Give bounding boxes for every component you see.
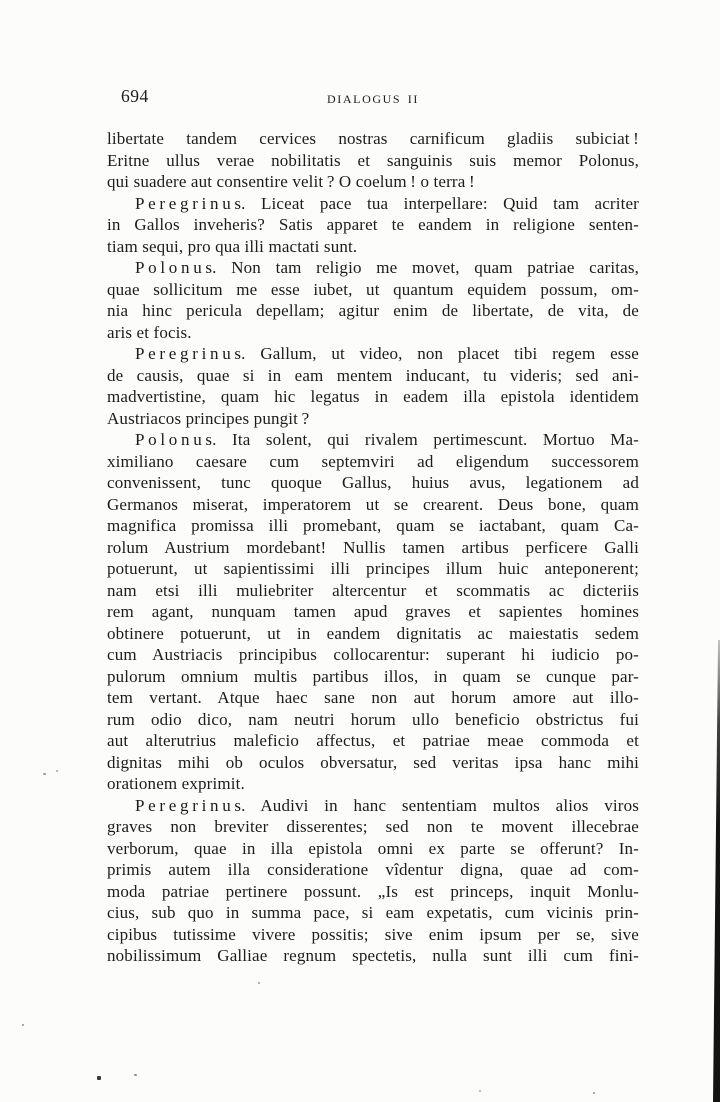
scan-speck-artifact	[22, 1024, 24, 1026]
paragraph	[107, 193, 639, 258]
paragraph	[107, 343, 639, 429]
text-line: rem agant, nunquam tamen apud graves et sapientes homines	[107, 602, 639, 621]
scan-speck-artifact	[43, 773, 46, 775]
text-line: aris et focis.	[107, 322, 192, 342]
scan-speck-artifact	[593, 1092, 595, 1094]
text-line: cum Austriacis principibus collocarentur: superant hi iudicio po-	[107, 645, 639, 664]
text-line: in Gallos inveheris? Satis apparet te eandem in religione senten-	[107, 215, 639, 234]
text-line: P e r e g r i n u s. Liceat pace tua interpellare: Quid tam acriter	[135, 193, 639, 213]
scan-speck-artifact	[56, 770, 58, 772]
text-line: convenissent, tunc quoque Gallus, huius avus, legationem ad	[107, 473, 639, 492]
text-line: quae sollicitum me esse iubet, ut quantum equidem possum, om-	[107, 279, 639, 299]
text-line: libertate tandem cervices nostras carnificum gladiis subiciat !	[107, 129, 639, 148]
text-line: madvertistine, quam hic legatus in eadem illa epistola identidem	[107, 387, 639, 406]
paragraph	[107, 128, 639, 193]
text-line: magnifica promissa illi promebant, quam se iactabant, quam Ca-	[107, 516, 639, 535]
text-line: dignitas mihi ob oculos obversatur, sed veritas ipsa hanc mihi	[107, 752, 639, 772]
scan-speck-artifact	[97, 1076, 101, 1080]
paragraph	[107, 795, 639, 967]
scan-speck-artifact	[479, 1090, 481, 1092]
text-line: verborum, quae in illa epistola omni ex parte se offerunt? In-	[107, 838, 639, 858]
text-line: Eritne ullus verae nobilitatis et sanguinis suis memor Polonus,	[107, 150, 639, 170]
text-line: moda patriae pertinere possunt. „Is est princeps, inquit Monlu-	[107, 881, 639, 901]
text-line: primis autem illa consideratione vîdentur digna, quae ad com-	[107, 860, 639, 879]
text-line: P e r e g r i n u s. Gallum, ut video, non placet tibi regem esse	[135, 344, 639, 363]
running-header-title: DIALOGUS II	[327, 92, 419, 106]
page-number: 694	[121, 86, 149, 106]
scan-edge-artifact	[713, 640, 720, 1102]
text-line: Austriacos principes pungit ?	[107, 408, 310, 428]
text-line: tem vertant. Atque haec sane non aut horum amore aut illo-	[107, 688, 639, 707]
body-text	[107, 128, 639, 967]
text-line: Germanos miserat, imperatorem ut se crearent. Deus bone, quam	[107, 494, 639, 514]
text-line: nia hinc pericula depellam; agitur enim de libertate, de vita, de	[107, 301, 639, 320]
text-line: nam etsi illi muliebriter altercentur et scommatis ac dicteriis	[107, 580, 639, 600]
text-line: aut alterutrius maleficio affectus, et patriae meae commoda et	[107, 731, 639, 750]
scan-speck-artifact	[134, 1074, 137, 1076]
text-line: cius, sub quo in summa pace, si eam expetatis, cum vicinis prin-	[107, 903, 639, 922]
text-line: obtinere potuerunt, ut in eandem dignitatis ac maiestatis sedem	[107, 623, 639, 643]
text-line: nobilissimum Galliae regnum spectetis, nulla sunt illi cum fini-	[107, 946, 639, 965]
text-line: qui suadere aut consentire velit ? O coelum ! o terra !	[107, 172, 475, 191]
paragraph	[107, 257, 639, 343]
text-line: potuerunt, ut sapientissimi illi principes illum huic anteponerent;	[107, 559, 639, 578]
text-line: P o l o n u s. Ita solent, qui rivalem pertimescunt. Mortuo Ma-	[135, 430, 639, 449]
scan-speck-artifact	[258, 982, 260, 984]
text-line: rum odio dico, nam neutri horum ullo beneficio obstrictus fui	[107, 709, 639, 729]
text-line: graves non breviter disserentes; sed non te movent illecebrae	[107, 817, 639, 836]
text-line: P o l o n u s. Non tam religio me movet, quam patriae caritas,	[135, 258, 639, 277]
text-line: rolum Austrium mordebant! Nullis tamen artibus perficere Galli	[107, 537, 639, 557]
text-line: ximiliano caesare cum septemviri ad eligendum successorem	[107, 451, 639, 471]
text-line: tiam sequi, pro qua illi mactati sunt.	[107, 236, 358, 256]
text-line: orationem exprimit.	[107, 774, 245, 793]
paragraph	[107, 429, 639, 795]
text-line: pulorum omnium multis partibus illos, in quam se cunque par-	[107, 666, 639, 686]
text-line: cipibus tutissime vivere possitis; sive enim ipsum per se, sive	[107, 924, 639, 944]
text-line: de causis, quae si in eam mentem inducant, tu videris; sed ani-	[107, 365, 639, 385]
text-line: P e r e g r i n u s. Audivi in hanc sententiam multos alios viros	[135, 795, 639, 815]
